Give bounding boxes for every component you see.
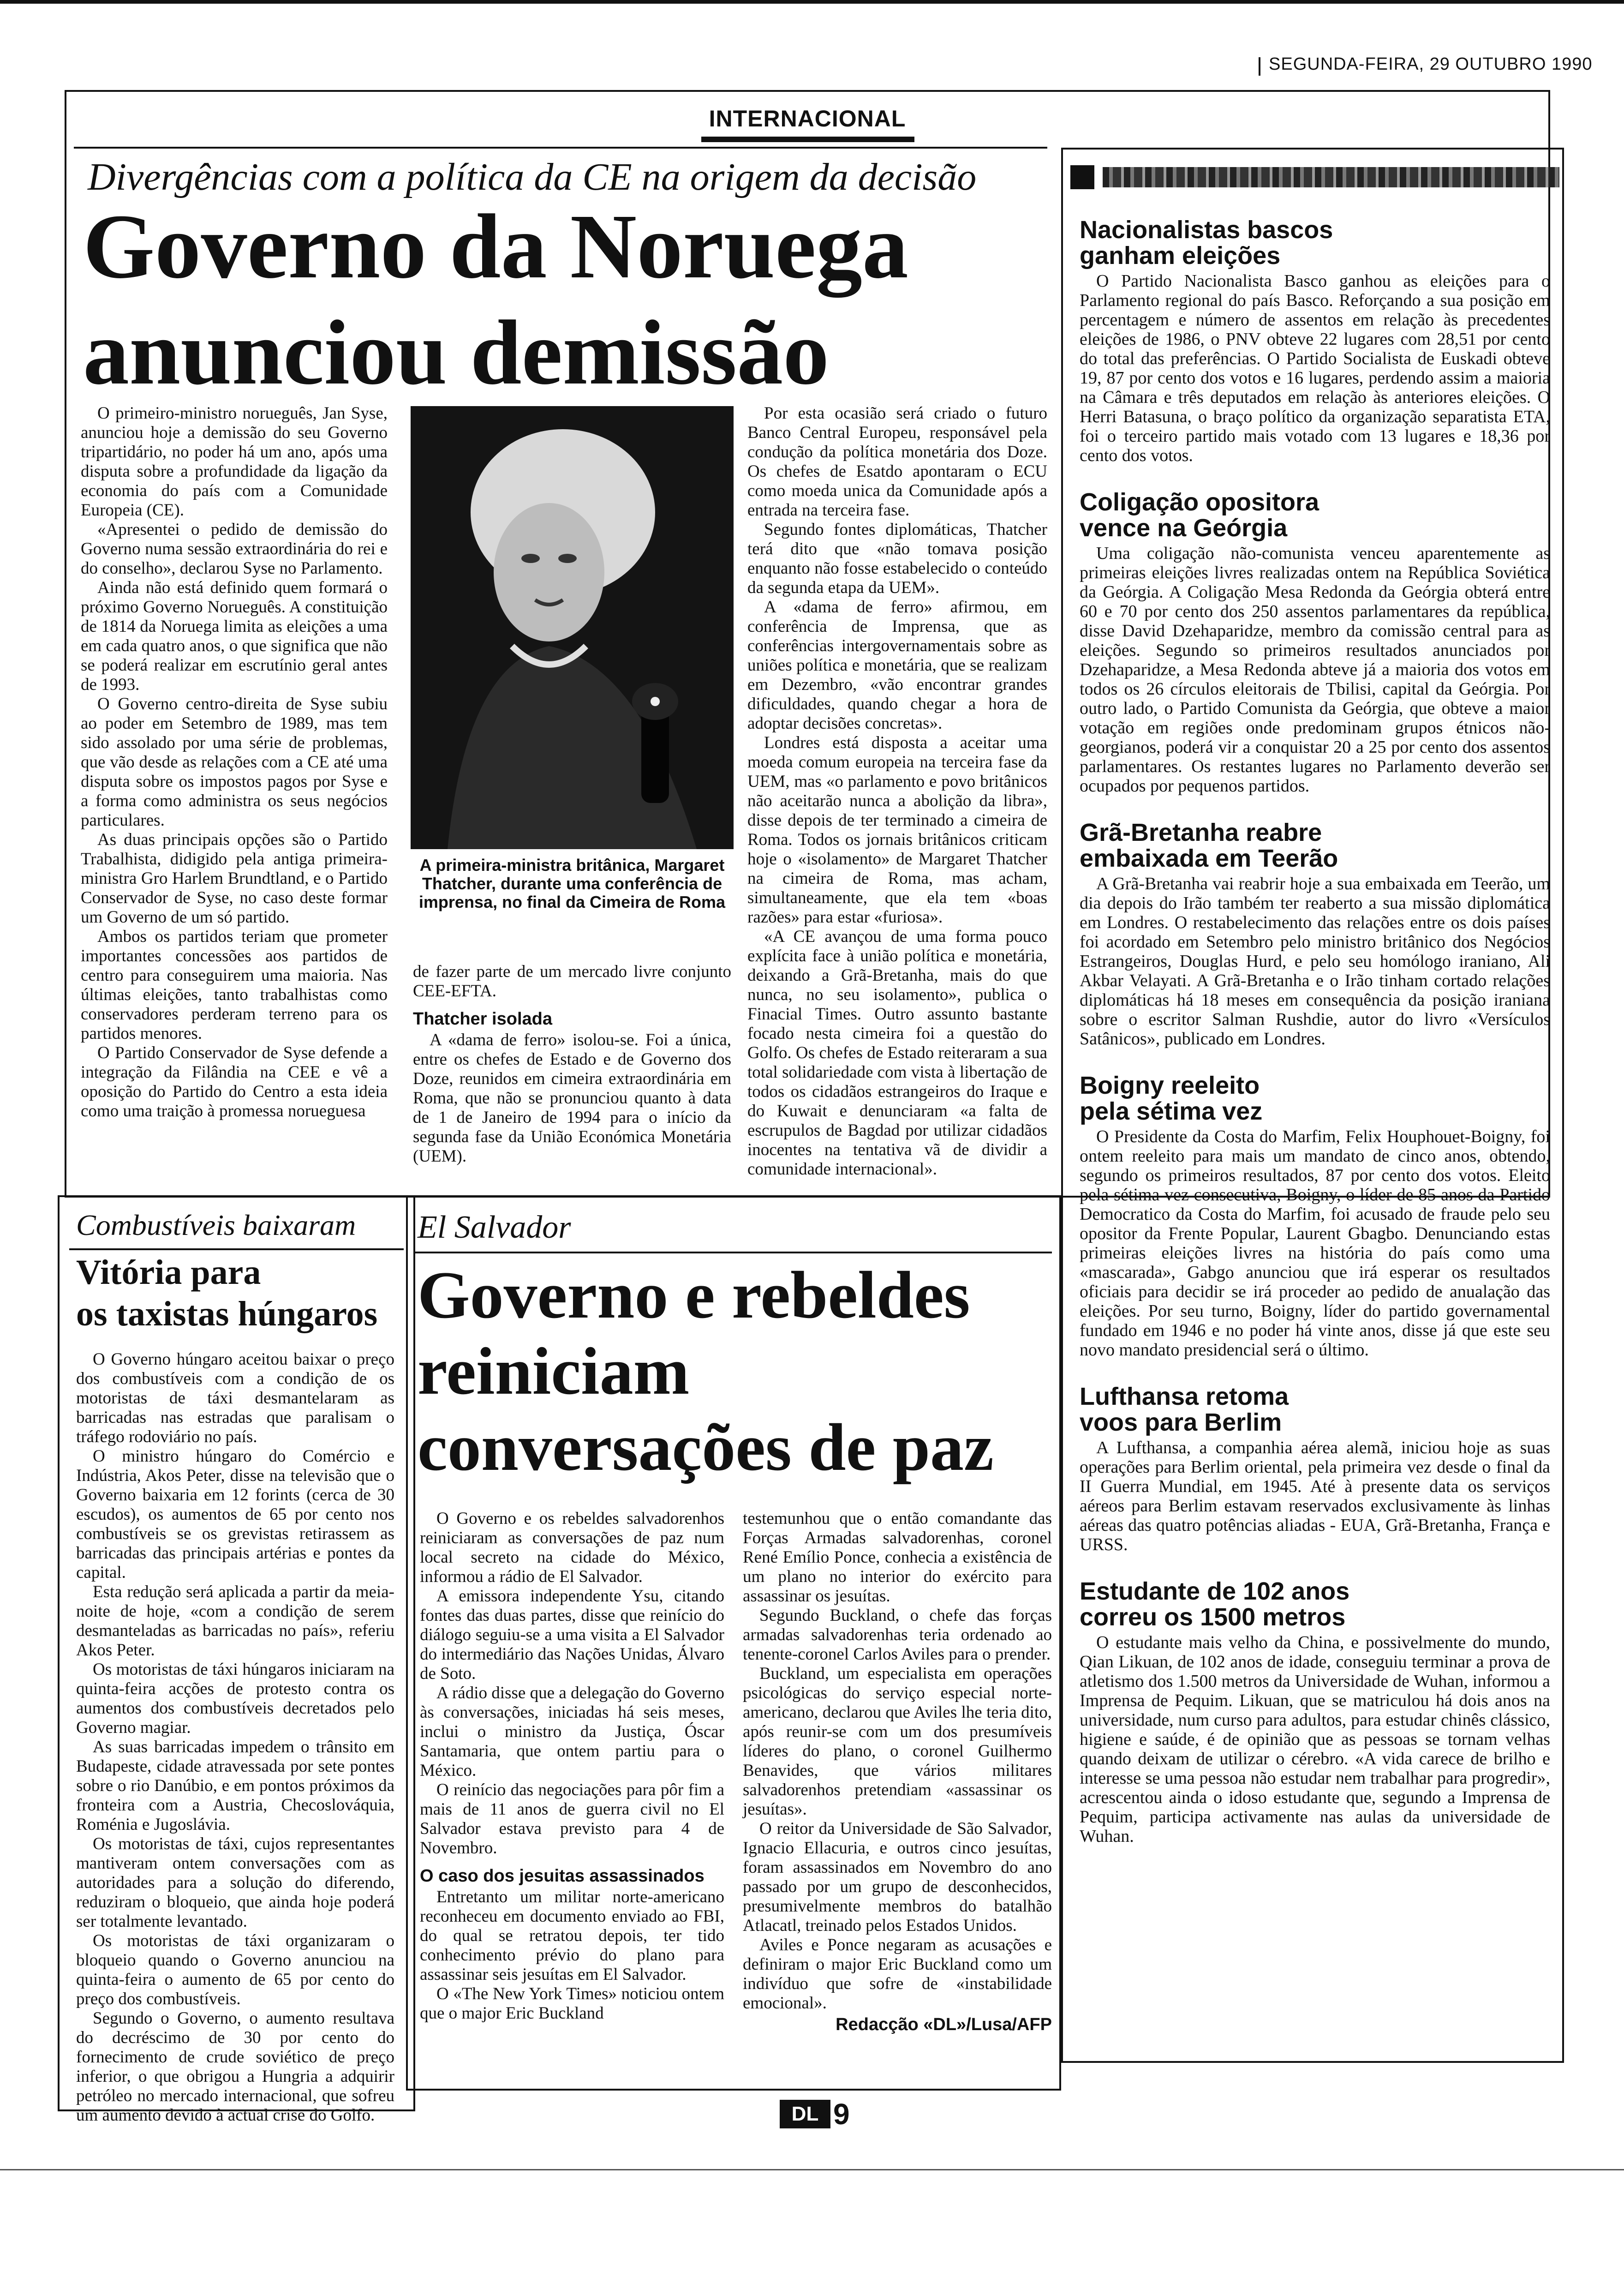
top-rule (0, 0, 1624, 4)
hungary-kicker-rule (69, 1248, 404, 1250)
sidebar-title-2b: vence na Geórgia (1080, 514, 1288, 542)
paragraph: Ainda não está definido quem formará o próximo Governo Norueguês. A constituição de 1814 da Noruega limita as eleições a uma em cada quatro anos, o que significa que não se poderá realizar em escrutínio geral antes de 1993. (81, 578, 388, 694)
salvador-col2 (743, 1509, 1052, 2034)
salvador-headline-line2: reiniciam (418, 1334, 690, 1408)
sidebar-item-georgia (1080, 489, 1550, 796)
paragraph: A rádio disse que a delegação do Governo às conversações, iniciadas há seis meses, inclui o ministro da Justiça, Óscar Santamaria, que ontem partiu para o México. (420, 1684, 724, 1780)
paragraph: O primeiro-ministro norueguês, Jan Syse, anunciou hoje a demissão do seu Governo tripartidário, no poder há um ano, após uma disputa sobre a profundidade da ligação da economia do país com a Comunidade Europeia (CE). (81, 404, 388, 520)
hungary-headline-line1: Vitória para (76, 1253, 261, 1292)
paragraph: A «dama de ferro» afirmou, em conferência de Imprensa, que as conferências intergovernamentais sobre as uniões política e monetária, que se realizam em Dezembro, «vão encontrar grandes dificuldades, quando chegar a hora de adoptar decisões concretas». (747, 598, 1047, 733)
paragraph: Os motoristas de táxi húngaros iniciaram na quinta-feira acções de protesto contra os aumentos dos combustíveis decretados pelo Governo magiar. (76, 1660, 394, 1737)
paragraph: Ambos os partidos teriam que prometer importantes concessões aos partidos de centro para conseguirem uma maioria. Nas últimas eleições, tanto trabalhistas como conservadores perderam terreno para os partidos menores. (81, 927, 388, 1043)
paragraph: «Apresentei o pedido de demissão do Governo numa sessão extraordinária do rei e do conselho», declarou Syse no Parlamento. (81, 520, 388, 578)
sidebar-title-4a: Boigny reeleito (1080, 1072, 1260, 1099)
paragraph: As suas barricadas impedem o trânsito em Budapeste, cidade atravessada por sete pontes sobre o rio Danúbio, e em pontos próximos da fronteira com a Austria, Checoslováquia, Roménia e Jugoslávia. (76, 1738, 394, 1834)
paragraph: A «dama de ferro» isolou-se. Foi a única, entre os chefes de Estado e de Governo dos Doze, reunidos em cimeira extraordinária em Roma, que não se pronunciou quanto à data de 1 de Janeiro de 1994 para o início da segunda fase da União Económica Monetária (UEM). (413, 1031, 731, 1166)
sidebar-title-6b: correu os 1500 metros (1080, 1603, 1346, 1631)
paragraph: Os motoristas de táxi organizaram o bloqueio quando o Governo anunciou na quinta-feira o aumento de 65 por cento do preço dos combustíveis. (76, 1931, 394, 2008)
main-col2 (413, 962, 731, 1166)
paragraph: O Governo húngaro aceitou baixar o preço dos combustíveis com a condição de os motoristas de táxi desmantelaram as barricadas nas estradas que paralisam o tráfego rodoviário no país. (76, 1350, 394, 1446)
sidebar-text-5: A Lufthansa, a companhia aérea alemã, iniciou hoje as suas operações para Berlim oriental, pela primeira vez desde o final da II Guerra Mundial, em 1945. Até à presente data os serviços aéreos para Berlim estavam reservados exclusivamente às linhas aéreas das quatro potências aliadas - EUA, Grã-Bretanha, França e URSS. (1080, 1438, 1550, 1554)
subhead-jesuitas: O caso dos jesuitas assassinados (420, 1866, 705, 1886)
sidebar-item-bascos (1080, 217, 1550, 465)
sidebar-title-5a: Lufthansa retoma (1080, 1383, 1289, 1410)
paragraph: O reinício das negociações para pôr fim a mais de 11 anos de guerra civil no El Salvador estava previsto para 4 de Novembro. (420, 1780, 724, 1858)
sidebar-header-bar (1070, 165, 1559, 189)
paragraph: Buckland, um especialista em operações psicológicas do serviço especial norte-americano, declarou que Aviles lhe teria dito, após reunir-se com um dos presumíveis líderes do plano, o coronel Guilhermo Benavides, que vários militares salvadorenhos pretendiam «assassinar os jesuítas». (743, 1664, 1052, 1819)
hungary-kicker: Combustíveis baixaram (76, 1209, 356, 1241)
thatcher-photo (411, 406, 734, 849)
salvador-kicker-rule (415, 1252, 1052, 1253)
paragraph: de fazer parte de um mercado livre conjunto CEE-EFTA. (413, 962, 731, 1001)
paragraph: O «The New York Times» noticiou ontem que o major Eric Buckland (420, 1984, 724, 2023)
section-underline (701, 137, 914, 142)
sidebar-text-2: Uma coligação não-comunista venceu aparentemente as primeiras eleições livres realizadas ontem na República Soviética da Geórgia. A Coligação Mesa Redonda da Geórgia obterá entre 60 e 70 por cento dos 250 assentos parlamentares da república, disse David Dzehaparidze, membro da comissão central para as eleições. Segundo so primeiros resultados anunciados por Dzehaparidze, a Mesa Redonda abteve já a maioria dos votos em todos os 26 círculos eleitorais de Tbilisi, capital da Geórgia. Por outro lado, o Partido Comunista da Geórgia, que obteve a maior votação em regiões onde predominam grupos étnicos não-georgianos, poderá vir a conquistar 20 a 25 por cento dos assentos parlamentares. Os restantes lugares no Parlamento deverão ser ocupados por pequenos partidos. (1080, 544, 1550, 796)
paragraph: testemunhou que o então comandante das Forças Armadas salvadorenhas, coronel René Emílio Ponce, conhecia a existência de um plano no interior do exército para assassinar os jesuítas. (743, 1509, 1052, 1606)
main-headline-line1: Governo da Noruega (83, 196, 908, 298)
page-number: 9 (833, 2097, 850, 2131)
paragraph: Os motoristas de táxi, cujos representantes mantiveram ontem conversações com as autoridades para a solução do diferendo, reduziram o bloqueio, que ainda hoje poderá ser totalmente levantado. (76, 1834, 394, 1931)
paragraph: O Partido Conservador de Syse defende a integração da Filândia na CEE e vê a oposição do Partido do Centro a esta ideia como uma traição à promessa norueguesa (81, 1043, 388, 1121)
paragraph: As duas principais opções são o Partido Trabalhista, didigido pela antiga primeira-ministra Gro Harlem Brundtland, e o Partido Conservador de Syse, no caso deste formar um Governo de um só partido. (81, 830, 388, 927)
main-kicker: Divergências com a política da CE na origem da decisão (88, 156, 977, 198)
salvador-col1 (420, 1509, 724, 2023)
sidebar-content (1080, 217, 1550, 1846)
paragraph: Esta redução será aplicada a partir da meia-noite de hoje, «com a condição de serem desmanteladas as barricadas no país», referiu Akos Peter. (76, 1582, 394, 1660)
main-headline-line2: anunciou demissão (83, 302, 830, 404)
salvador-headline-line1: Governo e rebeldes (418, 1258, 970, 1332)
sidebar-title-1b: ganham eleições (1080, 242, 1281, 270)
sidebar-title-4b: pela sétima vez (1080, 1097, 1263, 1125)
main-col3 (747, 404, 1047, 1179)
paragraph: Londres está disposta a aceitar uma moeda comum europeia na terceira fase da UEM, mas «o parlamento e povo britânicos não aceitarão nunca a abolição da libra», disse depois de ter terminado a cimeira de Roma. Todos os jornais britânicos criticam hoje o «isolamento» de Margaret Thatcher na cimeira de Roma, mas acham, simultaneamente, que ela tem «boas razões» para estar «furiosa». (747, 733, 1047, 927)
sidebar-text-6: O estudante mais velho da China, e possivelmente do mundo, Qian Likuan, de 102 anos de idade, conseguiu terminar a prova de atletismo dos 1.500 metros da Universidade de Wuhan, informou a Imprensa de Pequim. Likuan, que se matriculou há dois anos na universidade, num curso para adultos, para estudar chinês clássico, higiene e saúde, é de opinião que as pessoas se tornam velhas quando deixam de utilizar o cérebro. «A vida carece de brilho e interesse se uma pessoa não estudar nem trabalhar para progredir», acrescentou ainda o idoso estudante que, segundo a Imprensa de Pequim, participa activamente nas aulas da universidade de Wuhan. (1080, 1633, 1550, 1846)
sidebar-title-2a: Coligação opositora (1080, 488, 1320, 516)
bottom-rule (0, 2169, 1624, 2170)
footer-logo (780, 2100, 830, 2128)
logo-text: DL (791, 2103, 819, 2125)
salvador-kicker: El Salvador (418, 1210, 571, 1245)
portrait-illustration (411, 406, 734, 849)
paragraph: Entretanto um militar norte-americano reconheceu em documento enviado ao FBI, do qual se retratou depois, ter tido conhecimento prévio do plano para assassinar seis jesuítas em El Salvador. (420, 1888, 724, 1984)
paragraph: Aviles e Ponce negaram as acusações e definiram o major Eric Buckland como um indivíduo que sofre de «instabilidade emocional». (743, 1935, 1052, 2013)
sidebar-title-3b: embaixada em Teerão (1080, 845, 1338, 872)
hungary-headline-line2: os taxistas húngaros (76, 1294, 378, 1333)
sidebar-title-1a: Nacionalistas bascos (1080, 216, 1333, 244)
date-tick (1259, 57, 1260, 76)
sidebar-item-lufthansa (1080, 1384, 1550, 1554)
paragraph: Segundo Buckland, o chefe das forças armadas salvadorenhas teria ordenado ao tenente-coronel Carlos Aviles para o prender. (743, 1606, 1052, 1664)
salvador-headline-line3: conversações de paz (418, 1410, 994, 1485)
sidebar-item-estudante (1080, 1578, 1550, 1846)
sidebar-item-boigny (1080, 1073, 1550, 1360)
sidebar-title-6a: Estudante de 102 anos (1080, 1577, 1350, 1605)
page-date: SEGUNDA-FEIRA, 29 OUTUBRO 1990 (1269, 54, 1593, 74)
section-label: INTERNACIONAL (709, 106, 906, 132)
paragraph: Segundo fontes diplomáticas, Thatcher terá dito que «não tomava posição enquanto não fosse estabelecido o conteúdo da segunda etapa da UEM». (747, 520, 1047, 597)
main-col1 (81, 404, 388, 1121)
photo-caption: A primeira-ministra britânica, Margaret Thatcher, durante uma conferência de imprensa, no final da Cimeira de Roma (418, 856, 726, 911)
hungary-body (76, 1350, 394, 2125)
sidebar-text-3: A Grã-Bretanha vai reabrir hoje a sua embaixada em Teerão, um dia depois do Irão também ter reaberto a sua missão diplomática em Londres. O restabelecimento das relações entre os dois países foi acordado em Setembro pelo ministro britânico dos Negócios Estrangeiros, Douglas Hurd, e pelo seu homólogo iraniano, Ali Akbar Velayati. A Grã-Bretanha e o Irão tinham cortado relações diplomáticas há 18 meses em consequência da posição iraniana sobre o escritor Salman Rushdie, autor do livro «Versículos Satânicos», publicado em Londres. (1080, 874, 1550, 1049)
paragraph: O Governo centro-direita de Syse subiu ao poder em Setembro de 1989, mas tem sido assolado por uma série de problemas, que vão desde as relações com a CE até uma disputa sobre os impostos pagos por Syse e a forma como administra os seus negócios particulares. (81, 695, 388, 830)
paragraph: O Governo e os rebeldes salvadorenhos reiniciaram as conversações de paz num local secreto na cidade do México, informou a rádio de El Salvador. (420, 1509, 724, 1586)
sidebar-text-4: O Presidente da Costa do Marfim, Felix Houphouet-Boigny, foi ontem reeleito para mais um mandato de cinco anos, obtendo, segundo os primeiros resultados, 87 por cento dos votos. Eleito pela sétima vez consecutiva, Boigny, o líder de 85 anos da Partido Democratico da Costa do Marfim, foi acusado de fraude pelo seu opositor da Frente Popular, Laurent Gbagbo. Denunciando estas primeiras eleições livres na história do país como uma «mascarada», Gabgo anunciou que irá esperar os resultados oficiais para decidir se irá proceder ao pedido de anualação das eleições. Por seu turno, Boigny, líder do partido governamental fundado em 1946 e no poder há vinte anos, disse já que este seu novo mandato presidencial será o último. (1080, 1127, 1550, 1360)
paragraph: «A CE avançou de uma forma pouco explícita face à união política e monetária, deixando a Grã-Bretanha, mais do que nunca, no seu isolamento», publica o Finacial Times. Outro assunto bastante focado nesta cimeira foi a questão do Golfo. Os chefes de Estado reiteraram a sua total solidariedade com vista à libertação de todos os cidadãos estrangeiros do Iraque e do Kuwait e denunciaram «a falta de escrupulos de Bagdad por utilizar cidadãos inocentes na tentativa vã de dividir a comunidade internacional». (747, 927, 1047, 1179)
subhead-thatcher: Thatcher isolada (413, 1009, 552, 1029)
paragraph: Segundo o Governo, o aumento resultava do decréscimo de 30 por cento do fornecimento de crude soviético de preço inferior, o que obrigou a Hungria a adquirir petróleo no mercado internacional, que sofreu um aumento devido à actual crise do Golfo. (76, 2009, 394, 2125)
paragraph: A emissora independente Ysu, citando fontes das duas partes, disse que reinício do diálogo seguiu-se a uma visita a El Salvador do intermediário das Nações Unidas, Álvaro de Soto. (420, 1587, 724, 1683)
story-credit: Redacção «DL»/Lusa/AFP (836, 2015, 1052, 2034)
paragraph: Por esta ocasião será criado o futuro Banco Central Europeu, responsável pela condução da política monetária dos Doze. Os chefes de Esatdo apontaram o ECU como moeda unica da Comunidade após a entrada na terceira fase. (747, 404, 1047, 520)
section-rule (74, 147, 1047, 149)
sidebar-title-3a: Grã-Bretanha reabre (1080, 819, 1322, 846)
paragraph: O ministro húngaro do Comércio e Indústria, Akos Peter, disse na televisão que o Governo baixaria em 12 forints (cerca de 30 escudos), os aumentos de 65 por cento nos combustíveis se os grevistas retirassem as barricadas das principais artérias e pontes da capital. (76, 1447, 394, 1582)
sidebar-text-1: O Partido Nacionalista Basco ganhou as eleições para o Parlamento regional do país Basco. Reforçando a sua posição em percentagem e número de assentos em relação às precedentes eleições de 1986, o PNV obteve 22 lugares com 28,51 por cento do total das preferências. O Partido Socialista de Euskadi obteve 19, 87 por cento dos votos e 16 lugares, perdendo assim a maioria na Câmara e três deputados em relação às anteriores eleições. O Herri Batasuna, o braço político da organização separatista ETA, foi o terceiro partido mais votado com 13 lugares e 18,36 por cento dos votos. (1080, 271, 1550, 465)
sidebar-title-5b: voos para Berlim (1080, 1408, 1282, 1436)
paragraph: O reitor da Universidade de São Salvador, Ignacio Ellacuria, e outros cinco jesuítas, foram assassinados em Novembro do ano passado por um grupo de desconhecidos, presumivelmente membros do batalhão Atlacatl, treinado pelos Estados Unidos. (743, 1819, 1052, 1935)
sidebar-item-teerao (1080, 820, 1550, 1049)
